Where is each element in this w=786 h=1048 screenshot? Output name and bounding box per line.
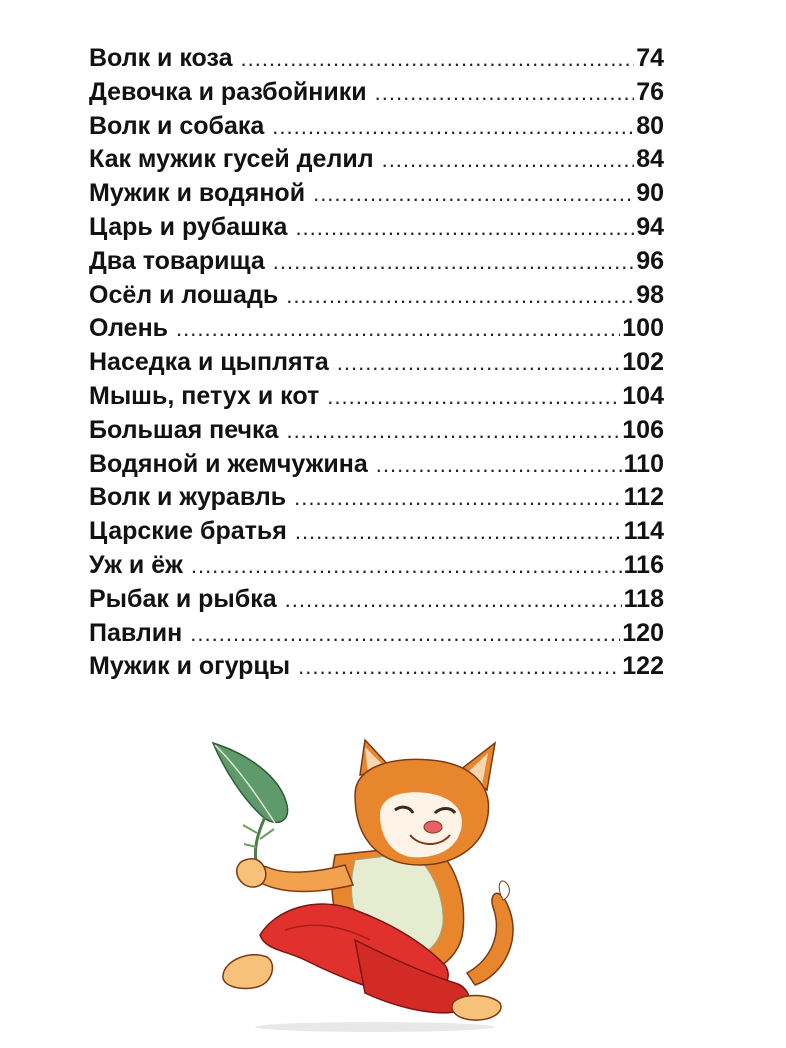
toc-dot-leader bbox=[313, 177, 634, 211]
toc-dot-leader bbox=[382, 143, 635, 177]
toc-entry-title: Волк и собака bbox=[89, 111, 265, 140]
toc-entry-title: Большая печка bbox=[89, 415, 279, 444]
toc-entry-page: 76 bbox=[636, 77, 664, 106]
toc-entry[interactable] bbox=[89, 448, 664, 482]
cat-tail bbox=[467, 881, 513, 985]
toc-entry-title: Царские братья bbox=[89, 517, 287, 546]
toc-dot-leader bbox=[285, 583, 622, 617]
toc-entry[interactable] bbox=[89, 279, 664, 313]
toc-entry[interactable] bbox=[89, 515, 664, 549]
toc-dot-leader bbox=[327, 380, 620, 414]
toc-entry-page: 120 bbox=[622, 618, 664, 647]
toc-entry-page: 84 bbox=[636, 145, 664, 174]
toc-entry[interactable] bbox=[89, 414, 664, 448]
toc-entry-title: Олень bbox=[89, 314, 169, 343]
toc-dot-leader bbox=[337, 346, 621, 380]
toc-entry-title: Осёл и лошадь bbox=[89, 280, 279, 309]
toc-entry[interactable] bbox=[89, 245, 664, 279]
toc-entry-title: Мышь, петух и кот bbox=[89, 381, 320, 410]
toc-entry-page: 96 bbox=[636, 246, 664, 275]
toc-entry-page: 106 bbox=[622, 415, 664, 444]
toc-entry-page: 100 bbox=[622, 314, 664, 343]
toc-entry[interactable] bbox=[89, 42, 664, 76]
toc-entry[interactable] bbox=[89, 346, 664, 380]
toc-entry[interactable] bbox=[89, 76, 664, 110]
toc-entry-page: 102 bbox=[622, 348, 664, 377]
feather-leaf-icon bbox=[213, 743, 288, 867]
toc-entry-title: Волк и коза bbox=[89, 44, 233, 72]
toc-entry-page: 94 bbox=[636, 212, 664, 241]
toc-entry-title: Два товарища bbox=[89, 246, 265, 275]
toc-entry-title: Мужик и водяной bbox=[89, 179, 306, 208]
toc-dot-leader bbox=[295, 515, 622, 549]
toc-entry-page: 112 bbox=[623, 483, 664, 512]
toc-entry-page: 110 bbox=[623, 449, 664, 478]
toc-dot-leader bbox=[272, 110, 634, 144]
table-of-contents bbox=[89, 42, 664, 684]
cat-with-feather-illustration-icon bbox=[205, 735, 545, 1035]
toc-dot-leader bbox=[191, 549, 622, 583]
toc-entry-title: Девочка и разбойники bbox=[89, 77, 367, 106]
toc-dot-leader bbox=[298, 650, 620, 684]
toc-entry[interactable] bbox=[89, 549, 664, 583]
toc-entry[interactable] bbox=[89, 617, 664, 651]
toc-dot-leader bbox=[273, 245, 634, 279]
toc-entry-title: Как мужик гусей делил bbox=[89, 145, 374, 174]
toc-dot-leader bbox=[294, 481, 622, 515]
toc-entry-page: 114 bbox=[623, 517, 664, 546]
toc-entry-title: Царь и рубашка bbox=[89, 212, 288, 241]
toc-dot-leader bbox=[176, 312, 620, 346]
ground-shadow bbox=[255, 1022, 495, 1032]
toc-entry-page: 118 bbox=[623, 584, 664, 613]
toc-entry[interactable] bbox=[89, 177, 664, 211]
toc-dot-leader bbox=[286, 414, 620, 448]
toc-entry-title: Рыбак и рыбка bbox=[89, 584, 277, 613]
toc-dot-leader bbox=[240, 42, 634, 76]
toc-dot-leader bbox=[295, 211, 634, 245]
toc-entry-page: 74 bbox=[636, 44, 664, 72]
toc-entry-page: 80 bbox=[636, 111, 664, 140]
toc-entry[interactable] bbox=[89, 110, 664, 144]
toc-entry[interactable] bbox=[89, 143, 664, 177]
toc-entry-page: 90 bbox=[636, 179, 664, 208]
toc-entry[interactable] bbox=[89, 650, 664, 684]
toc-entry[interactable] bbox=[89, 481, 664, 515]
toc-entry-title: Мужик и огурцы bbox=[89, 652, 291, 681]
cat-head bbox=[355, 740, 495, 865]
toc-entry[interactable] bbox=[89, 211, 664, 245]
toc-dot-leader bbox=[190, 617, 620, 651]
toc-entry-title: Уж и ёж bbox=[89, 550, 183, 579]
toc-entry[interactable] bbox=[89, 380, 664, 414]
toc-entry-title: Водяной и жемчужина bbox=[89, 449, 368, 478]
toc-entry-page: 104 bbox=[622, 381, 664, 410]
toc-entry[interactable] bbox=[89, 583, 664, 617]
toc-entry-title: Павлин bbox=[89, 618, 183, 647]
toc-entry-title: Наседка и цыплята bbox=[89, 348, 329, 377]
toc-dot-leader bbox=[286, 279, 634, 313]
toc-entry-page: 122 bbox=[622, 652, 664, 681]
toc-entry[interactable] bbox=[89, 312, 664, 346]
toc-entry-page: 98 bbox=[636, 280, 664, 309]
toc-dot-leader bbox=[375, 76, 635, 110]
toc-entry-page: 116 bbox=[623, 550, 664, 579]
toc-entry-title: Волк и журавль bbox=[89, 483, 287, 512]
toc-dot-leader bbox=[376, 448, 622, 482]
